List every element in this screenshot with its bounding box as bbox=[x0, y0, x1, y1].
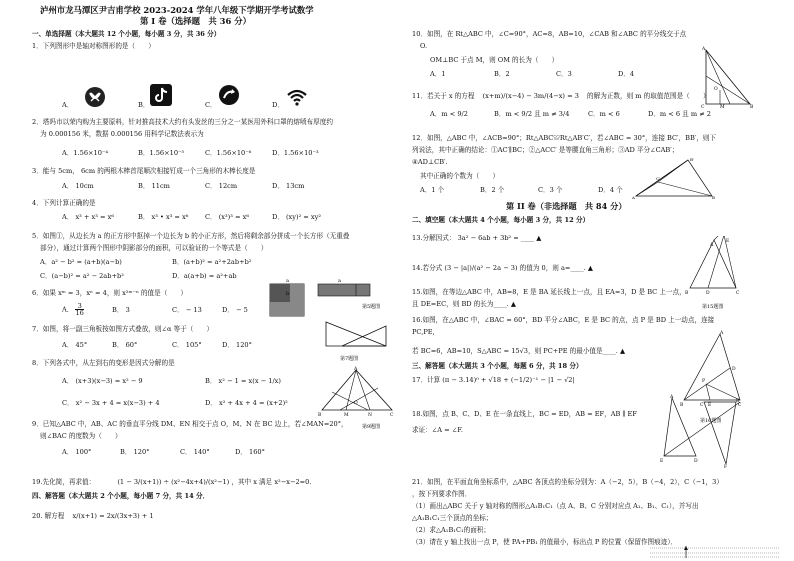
figure-16-label-d: D bbox=[732, 367, 736, 372]
q13-text: 13.分解因式： bbox=[412, 234, 456, 242]
answer-blank-triangle-icon: ▲ bbox=[620, 347, 626, 355]
q3-option-c bbox=[205, 182, 237, 190]
q12-option-c: C．3 个 bbox=[538, 186, 563, 194]
figure-9-caption: 第9题图 bbox=[362, 424, 381, 430]
q4-stem: 4．下列计算正确的是 bbox=[32, 199, 96, 207]
exam-title: 泸州市龙马潭区尹吉甫学校 2023-2024 学年八年级下学期开学考试数学 bbox=[40, 5, 314, 15]
q6-d-value: − 5 bbox=[236, 306, 248, 314]
q12-line-1: 12．如图，△ABC 中，∠ACB=90°；Rt△ABC≌Rt△AB′C′，若∠ABC = 30°，连接 BC′，BB′，则下 bbox=[412, 134, 717, 142]
q9-b-label: B． bbox=[120, 448, 132, 456]
q15-line-2 bbox=[412, 300, 516, 308]
q7-c-label: C． bbox=[172, 341, 184, 349]
q9-line-1: 9．已知△ABC 中，AB、AC 的垂直平分线 DM、EN 相交于点 O，M、N 在 BC 边上，若∠MAN=20°， bbox=[32, 420, 348, 428]
answer-blank-triangle-icon: ▲ bbox=[510, 300, 516, 308]
q10-option-c: C．3 bbox=[556, 70, 572, 78]
volume-1-heading: 第 I 卷（选择题 共 36 分） bbox=[140, 16, 251, 26]
q6-option-b bbox=[112, 306, 130, 314]
q5-option-c: C．(a−b)² = a² − 2ab+b² bbox=[40, 272, 124, 280]
q3-d-value: 13cm bbox=[286, 182, 305, 190]
q10-option-b: B．2 bbox=[494, 70, 510, 78]
q3-value-1: 5cm bbox=[58, 167, 73, 175]
q16-line-2: PC,PE, bbox=[412, 328, 435, 336]
figure-5-label-a: a bbox=[286, 278, 289, 284]
q7-c-value: 105° bbox=[185, 341, 202, 349]
q3-a-label: A． bbox=[62, 182, 74, 190]
q3-c-label: C． bbox=[205, 182, 217, 190]
q11-option-a: A．m < 9/2 bbox=[430, 110, 468, 118]
section-1-heading: 一、单选择题（本大题共 12 个小题，每小题 3 分，共 36 分） bbox=[32, 30, 221, 38]
figure-15-label-b: B bbox=[685, 291, 689, 296]
figure-10-label-b: B bbox=[750, 105, 754, 108]
q19-text: 19.先化简，再求值： bbox=[32, 478, 96, 486]
q17-expression: (π − 3.14)⁰ + √18 + (−1/2)⁻¹ − |1 − √2| bbox=[442, 376, 575, 384]
figure-10-label-m: M bbox=[720, 105, 725, 108]
figure-9-label-a: A bbox=[354, 367, 358, 372]
q5-option-a: A．a² − b² = (a+b)(a−b) bbox=[40, 258, 122, 266]
q7-a-value: 45° bbox=[75, 341, 88, 349]
q6-d-label: D． bbox=[222, 306, 234, 314]
q12-option-d: D．4 个 bbox=[598, 186, 623, 194]
q20-text: 20. 解方程 bbox=[32, 512, 65, 520]
q2-line-1: 2．塔吗市以荣内购为主要原料，针对推高技术大约有头发丝的三分之一某医用外科口罩的熔喷布厚度约 bbox=[32, 118, 333, 126]
figure-9-label-b: B bbox=[318, 413, 322, 418]
q11-line-1 bbox=[412, 92, 710, 100]
q21-line-5: （2）求△A₁B₁C₁的面积； bbox=[412, 526, 491, 534]
figure-16-label-c: C bbox=[738, 403, 742, 408]
section-3-heading: 三、解答题（本大题共 3 个小题，每题 6 分，共 18 分） bbox=[412, 362, 583, 370]
figure-16-label-e: E bbox=[708, 403, 712, 408]
q2-number: 0.000156 bbox=[48, 130, 81, 138]
q5-option-d: D．a(a+b) = a²+ab bbox=[172, 272, 237, 280]
figure-9-label-c: C bbox=[390, 413, 394, 418]
q20-expression: x/(x+1) = 2x/(3x+3) + 1 bbox=[72, 512, 154, 520]
q14-line bbox=[412, 264, 593, 272]
q7-a-label: A． bbox=[62, 341, 74, 349]
q7-stem: 7．如图，将一副三角板按如图方式叠放，则∠α 等于（ ） bbox=[32, 325, 214, 333]
q3-a-value: 10cm bbox=[75, 182, 94, 190]
q17-line bbox=[412, 376, 575, 384]
figure-7 bbox=[322, 318, 392, 364]
q3-text-c: 的两根木棒首尾顺次相接钉成一个三角形的木棒长度是 bbox=[97, 167, 256, 175]
figure-15-label-e: E bbox=[726, 239, 730, 244]
q1-option-c: C． bbox=[205, 101, 217, 109]
figure-16-label-a: A bbox=[720, 331, 724, 336]
q11-equation: (x+m)/(x−4) − 3m/(4−x) = 3 bbox=[482, 92, 579, 100]
q6-option-c bbox=[172, 306, 202, 314]
q21-line-6: （3）请在 y 轴上找出一点 P，使 PA+PB₁ 的值最小，标出点 P 的位置（保留作图痕迹）． bbox=[412, 538, 678, 546]
q6-a-denominator: 16 bbox=[75, 309, 84, 317]
q2-text-b: 米，数据 bbox=[82, 130, 109, 138]
q12-option-a: A．1 个 bbox=[420, 186, 445, 194]
q9-option-b bbox=[120, 448, 149, 456]
q11-option-d: D．m < 6 且 m ≠ 2 bbox=[648, 110, 711, 118]
q1-option-a: A． bbox=[62, 101, 74, 109]
q8-option-c: C． x² − 3x + 4 = x(x−3) + 4 bbox=[62, 399, 160, 407]
q16-text: 若 BC=6，AB=10，S△ABC = 15√3，则 PC+PE 的最小值是____. bbox=[412, 347, 618, 355]
figure-18 bbox=[660, 394, 744, 468]
q3-option-d bbox=[272, 182, 304, 190]
figure-12-label-cp: C' bbox=[656, 176, 661, 181]
q6-b-value: 3 bbox=[125, 306, 130, 314]
q3-text-a: 3．能与 bbox=[32, 167, 56, 175]
q9-c-value: 140° bbox=[193, 448, 210, 456]
figure-15 bbox=[684, 236, 740, 314]
q4-option-a: A． x³ + x³ = x⁶ bbox=[62, 213, 114, 221]
figure-12-label-a: A bbox=[632, 195, 635, 200]
q14-tail: 的值为 0，则 a=____. bbox=[519, 264, 586, 272]
q6-b-label: B． bbox=[112, 306, 124, 314]
q3-c-value: 12cm bbox=[218, 182, 238, 190]
q3-b-label: B． bbox=[138, 182, 150, 190]
figure-12-label-b: B bbox=[712, 195, 715, 200]
q11-text-b: 的解为正数，则 m 的取值范围是（ ） bbox=[587, 92, 710, 100]
figure-18-label-a: A bbox=[670, 395, 674, 400]
figure-12-label-bp: B' bbox=[690, 157, 695, 162]
q5-line-1: 5．如图①，从边长为 a 的正方形中抠掉一个边长为 b 的小正方形，然后将剩余部分拼成一个长方形（无重叠 bbox=[32, 232, 350, 240]
q11-option-c: C．m < 6 bbox=[588, 110, 620, 118]
q8-option-d: D． x² + 4x + 4 = (x+2)² bbox=[205, 399, 288, 407]
answer-blank-triangle-icon: ▲ bbox=[587, 264, 593, 272]
wifi-icon bbox=[286, 86, 308, 108]
q8-stem: 8．下列各式中，从左到右的变形是因式分解的是 bbox=[32, 359, 175, 367]
answer-blank-triangle-icon: ▲ bbox=[536, 234, 542, 242]
figure-12 bbox=[628, 156, 718, 200]
refresh-circle-icon bbox=[218, 84, 240, 106]
q7-d-value: 120° bbox=[236, 341, 252, 349]
q6-a-fraction bbox=[75, 303, 83, 316]
figure-18-label-f: F bbox=[724, 465, 728, 468]
figure-7-caption: 第7题图 bbox=[340, 356, 359, 362]
figure-18-label-b: B bbox=[736, 399, 740, 404]
figure-5-caption: 第5题图 bbox=[362, 304, 381, 310]
q6-c-label: C． bbox=[172, 306, 184, 314]
q9-option-a bbox=[62, 448, 91, 456]
figure-10-label-a: A bbox=[702, 47, 706, 52]
q6-option-d bbox=[222, 306, 248, 314]
q8-option-a: A． (x+3)(x−3) = x² − 9 bbox=[62, 377, 143, 385]
q7-option-d bbox=[222, 341, 252, 349]
q8-option-b: B． x² − 1 = x(x − 1/x) bbox=[205, 377, 281, 385]
q21-line-1: 21．如图，在平面直角坐标系中，△ABC 各顶点的坐标分别为：A（−2，5），B（−4，2），C（−1，3） bbox=[412, 478, 723, 486]
figure-9-label-o: O bbox=[354, 401, 358, 406]
section-2-heading: 二、填空题（本大题共 4 个小题，每小题 3 分，共 12 分） bbox=[412, 216, 590, 224]
q3-text-b: ， bbox=[72, 167, 79, 175]
figure-9 bbox=[318, 366, 396, 432]
q3-value-2: 6cm bbox=[80, 167, 96, 175]
tiktok-logo-icon bbox=[150, 84, 172, 106]
q7-option-a bbox=[62, 341, 87, 349]
figure-9-label-n: N bbox=[368, 413, 372, 418]
q6-stem: 6．如果 xᵐ = 3，xⁿ = 4，则 x²ᵐ⁻ⁿ 的值是（ ） bbox=[32, 289, 188, 297]
q7-b-value: 60° bbox=[125, 341, 138, 349]
q9-option-c bbox=[180, 448, 210, 456]
q2-option-d: D．1.56×10⁻³ bbox=[272, 149, 319, 157]
figure-5-label-b: b bbox=[286, 291, 290, 297]
q2-option-a: A．1.56×10⁻⁴ bbox=[62, 149, 109, 157]
q5-option-b: B．(a+b)² = a²+2ab+b² bbox=[172, 258, 252, 266]
q11-option-b: B．m < 9/2 且 m ≠ 3/4 bbox=[494, 110, 570, 118]
figure-16-label-b: B bbox=[680, 403, 684, 408]
q3-d-label: D． bbox=[272, 182, 284, 190]
q7-option-b bbox=[112, 341, 137, 349]
q1-stem: 1．下列图形中是轴对称图形的是（ ） bbox=[32, 42, 155, 50]
figure-5-label-a2: a bbox=[338, 278, 341, 284]
q19-expression: (1 − 3/(x+1)) ÷ (x²−4x+4)/(x²−1) bbox=[117, 478, 230, 486]
q3-option-a bbox=[62, 182, 94, 190]
q11-text-a: 11．若关于 x 的方程 bbox=[412, 92, 475, 100]
q2-option-c: C．1.56×10⁻⁶ bbox=[205, 149, 252, 157]
q12-line-4: 其中正确的个数为（ ） bbox=[420, 172, 500, 180]
figure-15-label-a: A bbox=[710, 243, 714, 248]
q1-option-d: D． bbox=[272, 101, 284, 109]
q18-line-1: 18.如图，点 B、C、D、E 在一条直线上，BC = ED，AB = EF，AB ∥ EF bbox=[412, 410, 637, 418]
q21-line-2: ，按下列要求作图． bbox=[412, 490, 472, 498]
q15-text: 且 DE=EC，则 BD 的长为____. bbox=[412, 300, 509, 308]
figure-10-label-o: O bbox=[714, 87, 718, 92]
q16-line-1: 16.如图，在△ABC 中，∠BAC = 60°，BD 平分∠ABC，E 是 BC 的点，点 P 是 BD 上一动点，连接 bbox=[412, 316, 715, 324]
q7-b-label: B． bbox=[112, 341, 124, 349]
figure-18-label-c: C bbox=[700, 403, 704, 408]
q2-text-c: 用科学记数法表示为 bbox=[144, 130, 204, 138]
figure-5 bbox=[268, 278, 392, 322]
q16-line-3 bbox=[412, 347, 625, 355]
figure-16-label-p: P bbox=[702, 379, 706, 384]
q18-line-2: 求证：∠A = ∠F. bbox=[412, 426, 463, 434]
q12-line-2: 列说法，其中正确的结论：①AC′∥BC；②△ACC′ 是等腰直角三角形；③AD 平分∠CAB′； bbox=[412, 146, 679, 154]
q6-a-label: A． bbox=[62, 305, 74, 314]
q4-option-b: B． x³ • x³ = x⁶ bbox=[138, 213, 189, 221]
figure-15-label-c: C bbox=[736, 291, 740, 296]
q10-option-a: A．1 bbox=[430, 70, 446, 78]
q14-expression: (3 − |a|)/(a² − 2a − 3) bbox=[444, 264, 518, 272]
q3-b-value: 11cm bbox=[151, 182, 170, 190]
q2-number-2: 0.000156 bbox=[110, 130, 143, 138]
q6-option-a bbox=[62, 303, 84, 316]
q9-b-value: 120° bbox=[133, 448, 150, 456]
figure-10-label-c: C bbox=[701, 105, 705, 108]
q2-text-a: 为 bbox=[40, 130, 47, 138]
q3-stem bbox=[32, 167, 255, 175]
figure-21-grid bbox=[650, 546, 780, 558]
q9-option-d bbox=[235, 448, 265, 456]
q3-option-b bbox=[138, 182, 170, 190]
q14-text: 14.若分式 bbox=[412, 264, 443, 272]
q1-option-b: B． bbox=[138, 101, 150, 109]
q13-expression: 3a² − 6ab + 3b² = ____ bbox=[457, 234, 535, 242]
q9-a-value: 100° bbox=[75, 448, 92, 456]
q19-line bbox=[32, 478, 311, 486]
q9-d-value: 160° bbox=[249, 448, 265, 456]
q9-c-label: C． bbox=[180, 448, 192, 456]
q10-line-2: O. bbox=[420, 42, 428, 50]
q21-line-3: （1）画出△ABC 关于 y 轴对称的图形△A₁B₁C₁（点 A、B、C 分别对应点 A₁、B₁、C₁），并写出 bbox=[412, 502, 699, 510]
q4-option-c: C． (x³)³ = x⁶ bbox=[205, 213, 249, 221]
figure-15-label-d: D bbox=[706, 291, 710, 296]
q6-c-value: − 13 bbox=[185, 306, 202, 314]
q9-d-label: D． bbox=[235, 448, 247, 456]
q9-a-label: A． bbox=[62, 448, 74, 456]
figure-15-caption: 第15题图 bbox=[702, 304, 724, 310]
q2-line-2 bbox=[40, 130, 204, 138]
q20-line bbox=[32, 512, 154, 520]
q12-line-3: ④AD⊥CB′. bbox=[412, 158, 448, 166]
q15-line-1: 15.如图，在等边△ABC 中，AB=8，E 是 BA 延长线上一点，且 EA=3，D 是 BC 上一点， bbox=[412, 288, 686, 296]
q7-option-c bbox=[172, 341, 202, 349]
q7-d-label: D． bbox=[222, 341, 234, 349]
figure-16-caption: 第16题图 bbox=[700, 418, 722, 424]
q5-line-2: 部分），通过计算两个图形中阴影部分的面积，可以验证的一个等式是（ ） bbox=[40, 244, 268, 252]
q9-line-2: 则∠BAC 的度数为（ ） bbox=[40, 432, 122, 440]
q10-line-1: 10．如图，在 Rt△ABC 中，∠C=90°，AC=8，AB=10，∠CAB 和∠ABC 的平分线交于点 bbox=[412, 30, 687, 38]
q10-option-d: D．4 bbox=[618, 70, 635, 78]
q2-option-b: B．1.56×10⁻⁵ bbox=[138, 149, 185, 157]
q17-text: 17．计算 bbox=[412, 376, 441, 384]
q21-line-4: △A₁B₁C₁三个顶点的坐标； bbox=[412, 514, 493, 522]
ribbon-logo-icon bbox=[84, 86, 106, 108]
q13-line bbox=[412, 234, 541, 242]
figure-18-label-e: E bbox=[660, 459, 664, 464]
q6-a-numerator: 3 bbox=[75, 303, 83, 310]
figure-9-label-m: M bbox=[344, 413, 349, 418]
q12-option-b: B．2 个 bbox=[480, 186, 505, 194]
q4-option-d: D． (xy)² = xy² bbox=[272, 213, 322, 221]
volume-2-heading: 第 II 卷（非选择题 共 84 分） bbox=[506, 201, 627, 211]
q10-line-3: OM⊥BC 于点 M，则 OM 的长为（ ） bbox=[430, 56, 559, 64]
q19-tail: ，其中 x 满足 x²−x−2=0. bbox=[231, 478, 312, 486]
figure-18-label-d: D bbox=[694, 459, 698, 464]
section-4-heading: 四、解答题（本大题共 2 个小题，每小题 7 分，共 14 分． bbox=[32, 492, 210, 500]
